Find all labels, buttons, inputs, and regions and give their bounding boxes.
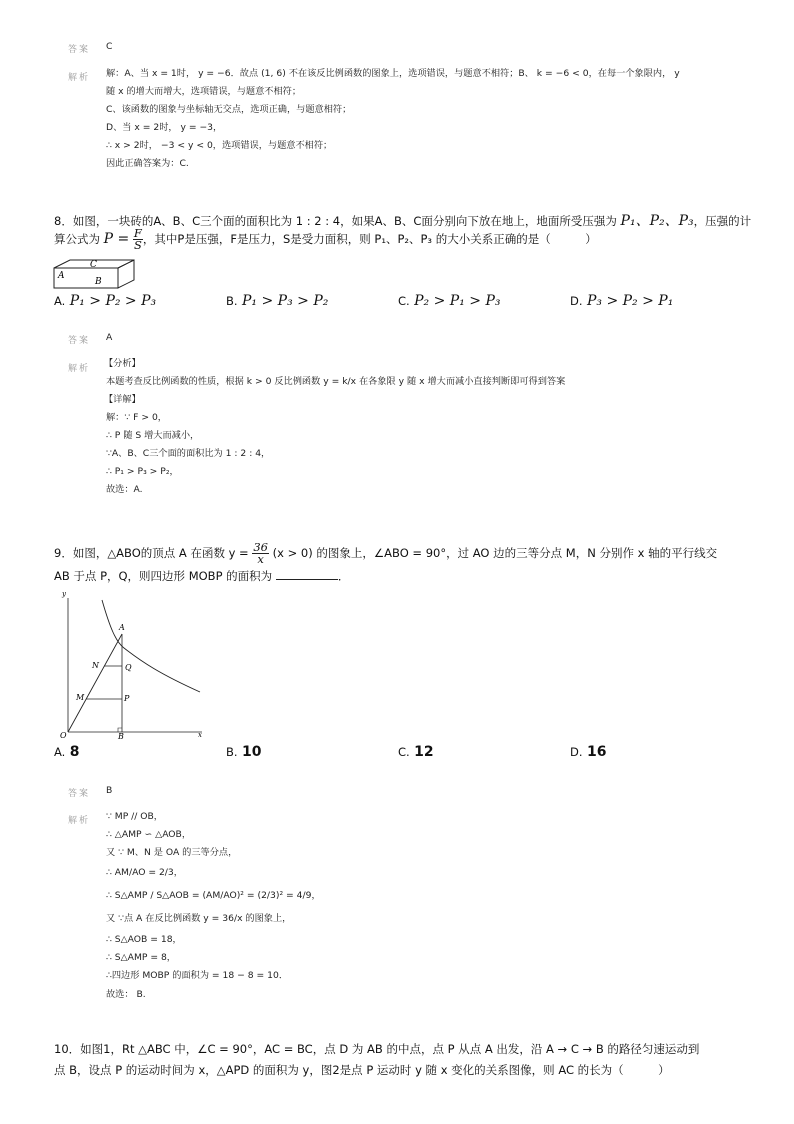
point-label-m: M bbox=[76, 693, 85, 702]
option-text: 10 bbox=[242, 744, 262, 760]
answer-value: C bbox=[106, 41, 113, 52]
analysis-line: ∴ S△AMP / S△AOB = (AM/AO)² = (2/3)² = 4/9， bbox=[106, 890, 321, 901]
analysis-line: ∴ AM/AO = 2/3， bbox=[106, 867, 183, 878]
fraction-denominator: S bbox=[133, 238, 142, 252]
option-letter: C. bbox=[398, 745, 410, 759]
option-c[interactable] bbox=[398, 293, 501, 309]
question-10-line-2: 点 B，设点 P 的运动时间为 x，△APD 的面积为 y，图2是点 P 运动时 y 随 x 变化的关系图像，则 AC 的长为（ ） bbox=[54, 1063, 670, 1077]
option-letter: C. bbox=[398, 294, 410, 308]
origin-label: O bbox=[60, 731, 67, 740]
question-text: (x > 0) 的图象上，∠ABO = 90°，过 AO 边的三等分点 M，N 分别作 x 轴的平行线交 bbox=[272, 546, 718, 560]
analysis-line: 故选： B. bbox=[106, 989, 146, 1000]
option-letter: B. bbox=[226, 745, 238, 759]
analysis-line: 故选：A. bbox=[106, 484, 143, 495]
analysis-line: 【分析】 bbox=[104, 358, 141, 369]
analysis-label: 解析 bbox=[68, 816, 91, 826]
question-9-line-2 bbox=[54, 568, 349, 584]
formula-lhs: P = bbox=[103, 231, 130, 247]
fraction-numerator: 36 bbox=[253, 540, 268, 554]
question-text: AB 于点 P，Q，则四边形 MOBP 的面积为 bbox=[54, 569, 273, 583]
analysis-line: 本题考查反比例函数的性质，根据 k > 0 反比例函数 y = k/x 在各象限 y 随 x 增大而减小直接判断即可得到答案 bbox=[106, 376, 566, 387]
option-d[interactable] bbox=[570, 744, 606, 760]
option-letter: D. bbox=[570, 294, 583, 308]
option-letter: D. bbox=[570, 745, 583, 759]
analysis-line: C、该函数的图象与坐标轴无交点，选项正确，与题意相符； bbox=[106, 104, 352, 115]
fraction-numerator: F bbox=[133, 226, 142, 240]
formula-fraction bbox=[252, 542, 269, 565]
analysis-line: 因此正确答案为：C. bbox=[106, 158, 189, 169]
analysis-line: ∵A、B、C三个面的面积比为 1 : 2 : 4， bbox=[106, 448, 271, 459]
option-letter: A. bbox=[54, 745, 66, 759]
point-label-a: A bbox=[119, 623, 125, 632]
question-text: 8．如图，一块砖的A、B、C三个面的面积比为 1 : 2 : 4，如果A、B、C面分别向下放在地上，地面所受压强为 bbox=[54, 214, 621, 228]
question-text: ，其中P是压强，F是压力，S是受力面积，则 P₁、P₂、P₃ 的大小关系正确的是（ ） bbox=[142, 232, 597, 246]
option-text: P₃ > P₂ > P₁ bbox=[586, 293, 674, 309]
analysis-line: ∴四边形 MOBP 的面积为 = 18 − 8 = 10． bbox=[106, 970, 289, 981]
analysis-label: 解析 bbox=[68, 364, 91, 374]
analysis-line: ∴ P₁ > P₃ > P₂， bbox=[106, 466, 179, 477]
question-10-line-1: 10．如图1，Rt △ABC 中，∠C = 90°，AC = BC，点 D 为 AB 的中点，点 P 从点 A 出发，沿 A → C → B 的路径匀速运动到 bbox=[54, 1042, 700, 1056]
option-b[interactable] bbox=[226, 744, 261, 760]
option-c[interactable] bbox=[398, 744, 434, 760]
analysis-line: ∴ S△AOB = 18， bbox=[106, 934, 182, 945]
question-8-line-2 bbox=[54, 228, 597, 251]
brick-label-a: A bbox=[58, 271, 65, 281]
analysis-line: 随 x 的增大而增大，选项错误，与题意不相符； bbox=[106, 86, 302, 97]
math-expression: P₁、P₂、P₃ bbox=[620, 213, 694, 229]
question-text: 9．如图，△ABO的顶点 A 在函数 y = bbox=[54, 546, 249, 560]
analysis-line: ∵ MP // OB， bbox=[106, 811, 163, 822]
analysis-label: 解析 bbox=[68, 73, 91, 83]
answer-blank[interactable] bbox=[276, 569, 338, 580]
analysis-line: 又 ∵ M、N 是 OA 的三等分点， bbox=[106, 847, 238, 858]
answer-label: 答案 bbox=[68, 45, 91, 55]
point-label-q: Q bbox=[125, 663, 132, 672]
hyperbola-curve bbox=[102, 600, 200, 692]
y-axis-label: y bbox=[62, 590, 66, 598]
analysis-line: 解：∵ F > 0， bbox=[106, 412, 167, 423]
analysis-line: 又 ∵点 A 在反比例函数 y = 36/x 的图象上， bbox=[106, 913, 292, 924]
option-b[interactable] bbox=[226, 293, 328, 309]
option-a[interactable] bbox=[54, 744, 80, 760]
brick-label-c: C bbox=[90, 260, 97, 270]
option-letter: A. bbox=[54, 294, 66, 308]
formula-fraction bbox=[133, 228, 143, 251]
analysis-line: 【详解】 bbox=[104, 394, 141, 405]
analysis-line: 解：A、当 x = 1时， y = −6．故点 (1, 6) 不在该反比例函数的图象上，选项错误，与题意不相符；B、 k = −6 < 0，在每一个象限内， y bbox=[106, 68, 680, 79]
brick-label-b: B bbox=[95, 277, 102, 287]
analysis-line: ∴ P 随 S 增大而减小， bbox=[106, 430, 200, 441]
option-text: P₂ > P₁ > P₃ bbox=[414, 293, 501, 309]
option-letter: B. bbox=[226, 294, 238, 308]
answer-label: 答案 bbox=[68, 789, 91, 799]
option-text: 12 bbox=[414, 744, 434, 760]
x-axis-label: x bbox=[198, 731, 202, 739]
option-text: P₁ > P₂ > P₃ bbox=[69, 293, 157, 309]
point-label-p: P bbox=[124, 694, 130, 703]
question-text: ． bbox=[337, 569, 350, 583]
function-graph bbox=[52, 588, 212, 740]
option-text: 8 bbox=[69, 744, 80, 760]
point-label-b: B bbox=[118, 732, 124, 740]
segment-oa bbox=[68, 634, 122, 732]
option-a[interactable] bbox=[54, 293, 156, 309]
question-9-line-1 bbox=[54, 542, 717, 565]
analysis-line: ∴ x > 2时， −3 < y < 0，选项错误，与题意不相符； bbox=[106, 140, 333, 151]
answer-value: B bbox=[106, 785, 113, 796]
fraction-denominator: x bbox=[257, 552, 264, 566]
option-text: P₁ > P₃ > P₂ bbox=[242, 293, 329, 309]
option-d[interactable] bbox=[570, 293, 673, 309]
question-8-line-1 bbox=[54, 210, 751, 230]
point-label-n: N bbox=[92, 661, 99, 670]
analysis-line: ∴ △AMP ∽ △AOB， bbox=[106, 829, 192, 840]
question-text: 算公式为 bbox=[54, 232, 104, 246]
option-text: 16 bbox=[586, 744, 607, 760]
answer-value: A bbox=[106, 332, 113, 343]
answer-label: 答案 bbox=[68, 336, 91, 346]
analysis-line: ∴ S△AMP = 8， bbox=[106, 952, 176, 963]
analysis-line: D、当 x = 2时， y = −3， bbox=[106, 122, 223, 133]
question-text: ，压强的计 bbox=[693, 214, 752, 228]
brick-figure bbox=[50, 256, 140, 292]
